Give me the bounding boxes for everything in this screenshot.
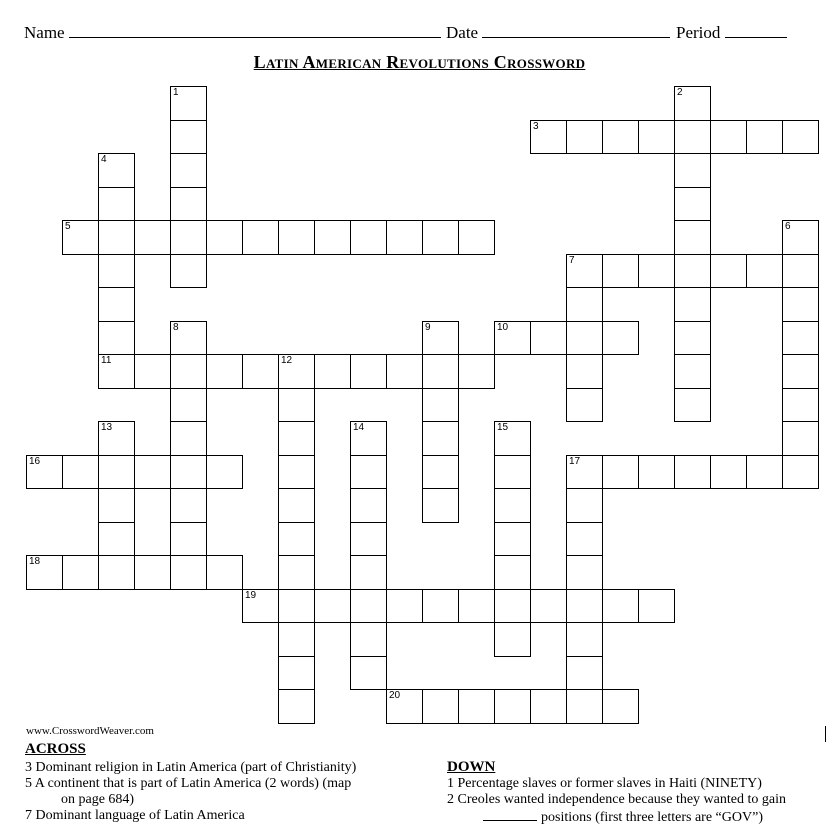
clue-number: 9 <box>425 321 431 333</box>
across-heading: ACROSS <box>25 741 86 757</box>
clue-number: 15 <box>497 422 509 433</box>
down-clue-text: positions (first three letters are “GOV”) <box>541 810 763 825</box>
grid-cell[interactable] <box>350 589 387 624</box>
grid-cell[interactable] <box>530 120 567 155</box>
grid-cell[interactable] <box>782 254 819 289</box>
grid-cell[interactable] <box>242 220 279 255</box>
clue-number: 11 <box>101 355 112 366</box>
grid-cell[interactable] <box>170 488 207 523</box>
grid-cell[interactable] <box>566 555 603 590</box>
grid-cell[interactable] <box>566 689 603 724</box>
across-clue: 3 Dominant religion in Latin America (part of Christianity) <box>25 760 357 775</box>
grid-cell[interactable] <box>674 354 711 389</box>
clue-number: 3 <box>533 120 539 132</box>
name-label: Name <box>24 23 65 42</box>
grid-cell[interactable] <box>674 455 711 490</box>
grid-cell[interactable] <box>26 555 63 590</box>
grid-cell[interactable] <box>278 220 315 255</box>
grid-cell[interactable] <box>278 388 315 423</box>
grid-cell[interactable] <box>98 220 135 255</box>
grid-cell[interactable] <box>62 555 99 590</box>
clue-number: 6 <box>785 221 791 232</box>
grid-cell[interactable] <box>746 254 783 289</box>
grid-cell[interactable] <box>674 153 711 188</box>
grid-cell[interactable] <box>350 555 387 590</box>
grid-cell[interactable] <box>494 321 531 356</box>
grid-cell[interactable] <box>566 321 603 356</box>
grid-cell[interactable] <box>674 120 711 155</box>
grid-cell[interactable] <box>494 555 531 590</box>
grid-cell[interactable] <box>566 622 603 657</box>
grid-cell[interactable] <box>386 354 423 389</box>
page-title: Latin American Revolutions Crossword <box>253 52 586 72</box>
grid-cell[interactable] <box>98 522 135 557</box>
date-field[interactable] <box>446 20 670 43</box>
grid-cell[interactable] <box>170 220 207 255</box>
clue-number: 2 <box>677 87 683 98</box>
grid-cell[interactable] <box>98 421 135 456</box>
grid-cell[interactable] <box>422 220 459 255</box>
grid-cell[interactable] <box>98 488 135 523</box>
grid-cell[interactable] <box>422 689 459 724</box>
grid-cell[interactable] <box>422 388 459 423</box>
answer-blank <box>483 808 537 821</box>
grid-cell[interactable] <box>494 589 531 624</box>
grid-cell[interactable] <box>674 321 711 356</box>
grid-cell[interactable] <box>350 522 387 557</box>
grid-cell[interactable] <box>314 354 351 389</box>
grid-cell[interactable] <box>170 86 207 121</box>
grid-cell[interactable] <box>278 689 315 724</box>
grid-cell[interactable] <box>782 354 819 389</box>
period-label: Period <box>676 23 721 42</box>
grid-cell[interactable] <box>278 589 315 624</box>
clue-number: 18 <box>29 556 41 567</box>
clue-number: 8 <box>173 321 179 333</box>
grid-cell[interactable] <box>170 421 207 456</box>
grid-cell[interactable] <box>170 153 207 188</box>
grid-cell[interactable] <box>458 354 495 389</box>
grid-cell[interactable] <box>530 589 567 624</box>
grid-cell[interactable] <box>494 455 531 490</box>
grid-cell[interactable] <box>566 354 603 389</box>
date-label: Date <box>446 23 479 42</box>
grid-cell[interactable] <box>98 153 135 188</box>
grid-cell[interactable] <box>422 354 459 389</box>
grid-cell[interactable] <box>170 388 207 423</box>
grid-cell[interactable] <box>638 455 675 490</box>
grid-cell[interactable] <box>170 354 207 389</box>
clue-number: 5 <box>65 221 71 232</box>
grid-cell[interactable] <box>566 287 603 322</box>
grid-cell[interactable] <box>710 254 747 289</box>
clue-number: 7 <box>569 254 575 266</box>
grid-cell[interactable] <box>134 220 171 255</box>
grid-cell[interactable] <box>314 220 351 255</box>
grid-cell[interactable] <box>458 220 495 255</box>
grid-cell[interactable] <box>530 321 567 356</box>
grid-cell[interactable] <box>494 689 531 724</box>
grid-cell[interactable] <box>170 522 207 557</box>
grid-cell[interactable] <box>206 455 243 490</box>
grid-cell[interactable] <box>350 421 387 456</box>
grid-cell[interactable] <box>278 488 315 523</box>
grid-cell[interactable] <box>494 488 531 523</box>
grid-cell[interactable] <box>674 86 711 121</box>
grid-cell[interactable] <box>782 120 819 155</box>
grid-cell[interactable] <box>350 220 387 255</box>
grid-cell[interactable] <box>566 522 603 557</box>
grid-cell[interactable] <box>602 254 639 289</box>
grid-cell[interactable] <box>386 589 423 624</box>
across-clue-continued: on page 684) <box>61 792 135 807</box>
down-clue-continued <box>483 808 763 826</box>
grid-cell[interactable] <box>98 321 135 356</box>
grid-cell[interactable] <box>98 287 135 322</box>
grid-cell[interactable] <box>566 656 603 691</box>
grid-cell[interactable] <box>422 589 459 624</box>
grid-cell[interactable] <box>314 589 351 624</box>
grid-cell[interactable] <box>566 388 603 423</box>
clue-number: 4 <box>101 154 107 165</box>
text-cursor <box>825 726 826 742</box>
clue-number: 19 <box>245 589 257 601</box>
grid-cell[interactable] <box>566 455 603 490</box>
clue-number: 13 <box>101 422 113 433</box>
clue-number: 10 <box>497 321 509 333</box>
grid-cell[interactable] <box>638 589 675 624</box>
grid-cell[interactable] <box>350 455 387 490</box>
grid-cell[interactable] <box>674 287 711 322</box>
grid-cell[interactable] <box>98 254 135 289</box>
grid-cell[interactable] <box>170 555 207 590</box>
grid-cell[interactable] <box>242 354 279 389</box>
grid-cell[interactable] <box>62 220 99 255</box>
grid-cell[interactable] <box>170 120 207 155</box>
grid-cell[interactable] <box>206 354 243 389</box>
grid-cell[interactable] <box>602 321 639 356</box>
across-clue: 5 A continent that is part of Latin America (2 words) (map <box>25 776 352 791</box>
grid-cell[interactable] <box>62 455 99 490</box>
grid-cell[interactable] <box>674 187 711 222</box>
name-field[interactable] <box>24 20 441 43</box>
grid-cell[interactable] <box>134 555 171 590</box>
grid-cell[interactable] <box>350 622 387 657</box>
grid-cell[interactable] <box>278 555 315 590</box>
grid-cell[interactable] <box>386 689 423 724</box>
grid-cell[interactable] <box>26 455 63 490</box>
grid-cell[interactable] <box>422 321 459 356</box>
clue-number: 12 <box>281 355 293 366</box>
grid-cell[interactable] <box>638 120 675 155</box>
grid-cell[interactable] <box>494 421 531 456</box>
grid-cell[interactable] <box>638 254 675 289</box>
grid-cell[interactable] <box>674 220 711 255</box>
grid-cell[interactable] <box>278 354 315 389</box>
grid-cell[interactable] <box>494 522 531 557</box>
grid-cell[interactable] <box>350 656 387 691</box>
down-clue: 2 Creoles wanted independence because they wanted to gain <box>447 792 786 807</box>
grid-cell[interactable] <box>674 254 711 289</box>
grid-cell[interactable] <box>458 589 495 624</box>
grid-cell[interactable] <box>278 522 315 557</box>
grid-cell[interactable] <box>206 555 243 590</box>
grid-cell[interactable] <box>170 187 207 222</box>
grid-cell[interactable] <box>602 455 639 490</box>
period-line[interactable] <box>725 20 787 38</box>
grid-cell[interactable] <box>746 120 783 155</box>
grid-cell[interactable] <box>206 220 243 255</box>
grid-cell[interactable] <box>278 421 315 456</box>
name-line[interactable] <box>69 20 441 38</box>
clue-number: 16 <box>29 455 41 467</box>
grid-cell[interactable] <box>566 254 603 289</box>
grid-cell[interactable] <box>782 421 819 456</box>
grid-cell[interactable] <box>458 689 495 724</box>
grid-cell[interactable] <box>350 354 387 389</box>
grid-cell[interactable] <box>782 321 819 356</box>
grid-cell[interactable] <box>782 287 819 322</box>
grid-cell[interactable] <box>278 656 315 691</box>
grid-cell[interactable] <box>422 455 459 490</box>
grid-cell[interactable] <box>602 120 639 155</box>
down-heading: DOWN <box>447 759 496 775</box>
grid-cell[interactable] <box>710 120 747 155</box>
grid-cell[interactable] <box>422 421 459 456</box>
grid-cell[interactable] <box>746 455 783 490</box>
grid-cell[interactable] <box>278 455 315 490</box>
grid-cell[interactable] <box>566 120 603 155</box>
period-field[interactable] <box>676 20 787 43</box>
grid-cell[interactable] <box>134 455 171 490</box>
clue-number: 17 <box>569 455 581 467</box>
grid-cell[interactable] <box>278 622 315 657</box>
grid-cell[interactable] <box>602 589 639 624</box>
grid-cell[interactable] <box>170 455 207 490</box>
site-credit: www.CrosswordWeaver.com <box>26 725 154 737</box>
grid-cell[interactable] <box>170 254 207 289</box>
grid-cell[interactable] <box>566 589 603 624</box>
across-clue: 7 Dominant language of Latin America <box>25 808 245 823</box>
grid-cell[interactable] <box>782 388 819 423</box>
grid-cell[interactable] <box>530 689 567 724</box>
clue-number: 14 <box>353 422 365 433</box>
grid-cell[interactable] <box>782 220 819 255</box>
grid-cell[interactable] <box>98 354 135 389</box>
clue-number: 1 <box>173 87 179 98</box>
grid-cell[interactable] <box>494 622 531 657</box>
grid-cell[interactable] <box>98 555 135 590</box>
grid-cell[interactable] <box>710 455 747 490</box>
grid-cell[interactable] <box>782 455 819 490</box>
grid-cell[interactable] <box>170 321 207 356</box>
grid-cell[interactable] <box>242 589 279 624</box>
clue-number: 20 <box>389 690 401 701</box>
down-clue: 1 Percentage slaves or former slaves in Haiti (NINETY) <box>447 776 762 791</box>
date-line[interactable] <box>482 20 670 38</box>
grid-cell[interactable] <box>602 689 639 724</box>
grid-cell[interactable] <box>98 187 135 222</box>
grid-cell[interactable] <box>566 488 603 523</box>
grid-cell[interactable] <box>386 220 423 255</box>
grid-cell[interactable] <box>422 488 459 523</box>
grid-cell[interactable] <box>674 388 711 423</box>
grid-cell[interactable] <box>98 455 135 490</box>
grid-cell[interactable] <box>350 488 387 523</box>
grid-cell[interactable] <box>134 354 171 389</box>
